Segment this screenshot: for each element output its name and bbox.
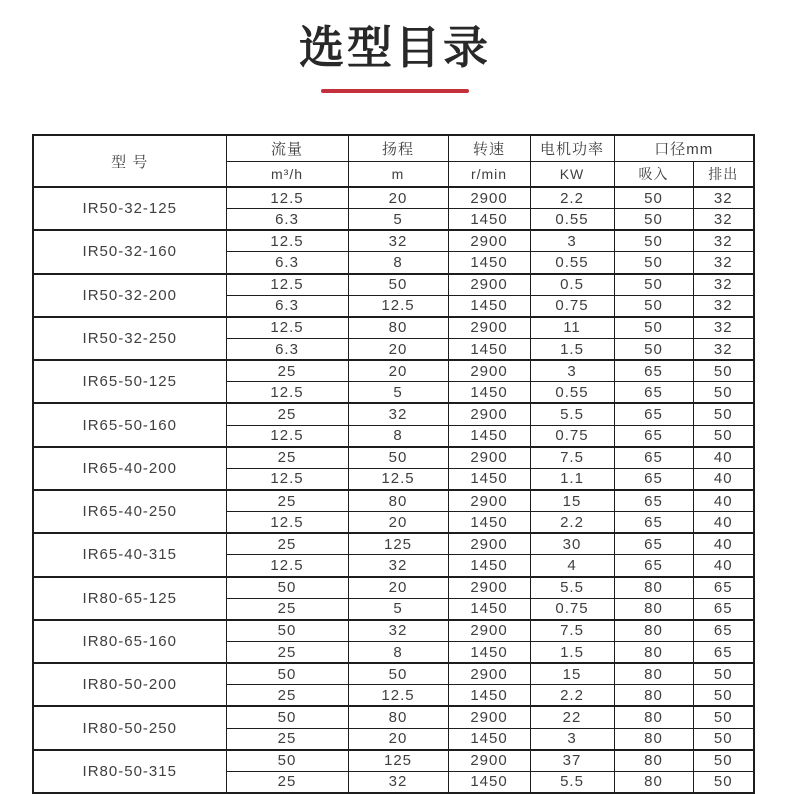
cell-head: 8 [348,641,448,663]
cell-head: 32 [348,230,448,252]
cell-discharge: 50 [693,771,754,793]
header-suction: 吸入 [614,161,693,187]
header-discharge: 排出 [693,161,754,187]
cell-power: 0.55 [530,252,614,274]
header-speed-unit: r/min [448,161,530,187]
cell-discharge: 50 [693,728,754,750]
cell-head: 80 [348,317,448,339]
cell-suction: 50 [614,187,693,209]
cell-discharge: 50 [693,425,754,447]
cell-head: 12.5 [348,685,448,707]
cell-head: 20 [348,360,448,382]
table-row [33,750,754,772]
table-row [33,317,754,339]
cell-suction: 65 [614,468,693,490]
cell-suction: 50 [614,230,693,252]
cell-speed: 2900 [448,187,530,209]
cell-discharge: 32 [693,274,754,296]
cell-speed: 2900 [448,274,530,296]
cell-suction: 80 [614,728,693,750]
cell-speed: 1450 [448,641,530,663]
header-flow-unit: m³/h [226,161,348,187]
cell-suction: 65 [614,447,693,469]
cell-suction: 80 [614,598,693,620]
cell-suction: 65 [614,425,693,447]
cell-head: 32 [348,620,448,642]
cell-speed: 2900 [448,360,530,382]
cell-discharge: 32 [693,209,754,231]
cell-suction: 65 [614,382,693,404]
cell-speed: 2900 [448,490,530,512]
cell-head: 125 [348,533,448,555]
table-row [33,533,754,555]
cell-flow: 25 [226,728,348,750]
header-power-unit: KW [530,161,614,187]
cell-head: 50 [348,663,448,685]
cell-head: 20 [348,577,448,599]
cell-speed: 2900 [448,620,530,642]
cell-discharge: 50 [693,360,754,382]
cell-head: 32 [348,771,448,793]
cell-speed: 1450 [448,555,530,577]
cell-power: 2.2 [530,512,614,534]
cell-power: 0.75 [530,295,614,317]
model-cell: IR80-65-125 [33,577,226,620]
cell-suction: 65 [614,490,693,512]
table-row [33,403,754,425]
cell-head: 32 [348,403,448,425]
cell-discharge: 40 [693,490,754,512]
cell-power: 22 [530,706,614,728]
cell-power: 5.5 [530,771,614,793]
cell-flow: 25 [226,533,348,555]
cell-head: 8 [348,425,448,447]
table-row [33,663,754,685]
cell-head: 80 [348,490,448,512]
cell-discharge: 32 [693,338,754,360]
cell-flow: 12.5 [226,317,348,339]
cell-speed: 2900 [448,663,530,685]
cell-flow: 12.5 [226,512,348,534]
cell-suction: 50 [614,252,693,274]
table-row [33,274,754,296]
cell-head: 20 [348,728,448,750]
cell-power: 4 [530,555,614,577]
cell-head: 5 [348,598,448,620]
cell-discharge: 32 [693,317,754,339]
cell-head: 125 [348,750,448,772]
header-model: 型 号 [33,135,226,187]
cell-flow: 50 [226,750,348,772]
cell-flow: 50 [226,577,348,599]
model-cell: IR50-32-200 [33,274,226,317]
cell-discharge: 32 [693,187,754,209]
cell-suction: 80 [614,620,693,642]
cell-power: 1.5 [530,641,614,663]
cell-suction: 80 [614,771,693,793]
cell-speed: 2900 [448,403,530,425]
cell-speed: 1450 [448,728,530,750]
cell-flow: 12.5 [226,555,348,577]
table-row [33,447,754,469]
cell-power: 0.55 [530,382,614,404]
header-head-unit: m [348,161,448,187]
model-cell: IR65-40-200 [33,447,226,490]
cell-flow: 50 [226,706,348,728]
model-cell: IR80-50-315 [33,750,226,793]
cell-speed: 1450 [448,252,530,274]
cell-head: 12.5 [348,295,448,317]
cell-flow: 12.5 [226,425,348,447]
table-row [33,620,754,642]
cell-suction: 50 [614,295,693,317]
cell-head: 5 [348,209,448,231]
cell-flow: 25 [226,641,348,663]
cell-power: 2.2 [530,187,614,209]
cell-power: 0.55 [530,209,614,231]
cell-flow: 50 [226,663,348,685]
cell-suction: 50 [614,274,693,296]
cell-discharge: 50 [693,685,754,707]
cell-flow: 25 [226,771,348,793]
cell-suction: 65 [614,403,693,425]
cell-power: 0.5 [530,274,614,296]
cell-speed: 2900 [448,230,530,252]
cell-speed: 2900 [448,533,530,555]
table-row [33,490,754,512]
model-cell: IR80-50-200 [33,663,226,706]
model-cell: IR65-50-160 [33,403,226,446]
cell-suction: 80 [614,750,693,772]
page-title: 选型目录 [298,22,491,73]
cell-speed: 2900 [448,750,530,772]
cell-head: 50 [348,447,448,469]
cell-head: 5 [348,382,448,404]
cell-head: 20 [348,338,448,360]
model-cell: IR50-32-160 [33,230,226,273]
cell-power: 0.75 [530,425,614,447]
cell-power: 5.5 [530,403,614,425]
cell-speed: 1450 [448,425,530,447]
cell-suction: 50 [614,338,693,360]
cell-flow: 6.3 [226,338,348,360]
cell-power: 7.5 [530,620,614,642]
cell-discharge: 40 [693,533,754,555]
cell-speed: 1450 [448,468,530,490]
cell-power: 1.5 [530,338,614,360]
cell-discharge: 50 [693,382,754,404]
cell-head: 32 [348,555,448,577]
cell-suction: 80 [614,706,693,728]
cell-suction: 80 [614,577,693,599]
cell-suction: 65 [614,360,693,382]
model-cell: IR50-32-125 [33,187,226,230]
cell-head: 20 [348,512,448,534]
cell-discharge: 50 [693,663,754,685]
cell-suction: 80 [614,663,693,685]
cell-suction: 80 [614,685,693,707]
cell-discharge: 50 [693,706,754,728]
cell-speed: 1450 [448,771,530,793]
cell-flow: 12.5 [226,382,348,404]
cell-speed: 2900 [448,447,530,469]
cell-suction: 50 [614,317,693,339]
title-underline [321,89,469,93]
cell-speed: 1450 [448,598,530,620]
cell-flow: 12.5 [226,274,348,296]
cell-speed: 2900 [448,317,530,339]
cell-power: 3 [530,728,614,750]
cell-suction: 65 [614,555,693,577]
cell-power: 0.75 [530,598,614,620]
header-power: 电机功率 [530,135,614,161]
cell-suction: 65 [614,533,693,555]
cell-power: 5.5 [530,577,614,599]
table-row [33,577,754,599]
model-cell: IR80-50-250 [33,706,226,749]
cell-discharge: 65 [693,620,754,642]
model-cell: IR65-40-250 [33,490,226,533]
table-row [33,706,754,728]
cell-flow: 12.5 [226,230,348,252]
cell-speed: 1450 [448,382,530,404]
cell-discharge: 65 [693,577,754,599]
cell-flow: 12.5 [226,187,348,209]
cell-power: 15 [530,663,614,685]
cell-speed: 2900 [448,706,530,728]
cell-suction: 50 [614,209,693,231]
header-head: 扬程 [348,135,448,161]
model-cell: IR80-65-160 [33,620,226,663]
cell-head: 8 [348,252,448,274]
cell-speed: 1450 [448,209,530,231]
cell-flow: 6.3 [226,209,348,231]
cell-flow: 25 [226,598,348,620]
table-header [33,135,754,187]
cell-head: 20 [348,187,448,209]
cell-head: 50 [348,274,448,296]
cell-flow: 25 [226,447,348,469]
cell-discharge: 50 [693,750,754,772]
cell-power: 30 [530,533,614,555]
cell-flow: 50 [226,620,348,642]
cell-flow: 25 [226,490,348,512]
cell-discharge: 65 [693,598,754,620]
cell-speed: 1450 [448,295,530,317]
cell-flow: 25 [226,685,348,707]
cell-power: 3 [530,230,614,252]
cell-power: 11 [530,317,614,339]
cell-power: 15 [530,490,614,512]
cell-discharge: 32 [693,252,754,274]
header-flow: 流量 [226,135,348,161]
cell-flow: 25 [226,403,348,425]
cell-flow: 6.3 [226,295,348,317]
cell-suction: 65 [614,512,693,534]
cell-discharge: 32 [693,295,754,317]
cell-discharge: 65 [693,641,754,663]
cell-speed: 1450 [448,685,530,707]
table-row [33,360,754,382]
cell-discharge: 40 [693,555,754,577]
table-row [33,230,754,252]
cell-suction: 80 [614,641,693,663]
model-cell: IR50-32-250 [33,317,226,360]
header-speed: 转速 [448,135,530,161]
cell-power: 7.5 [530,447,614,469]
cell-discharge: 40 [693,468,754,490]
cell-head: 80 [348,706,448,728]
cell-flow: 6.3 [226,252,348,274]
table-body [33,187,754,793]
cell-discharge: 50 [693,403,754,425]
cell-flow: 25 [226,360,348,382]
cell-discharge: 32 [693,230,754,252]
cell-speed: 1450 [448,512,530,534]
table-row [33,187,754,209]
cell-power: 37 [530,750,614,772]
cell-discharge: 40 [693,447,754,469]
model-cell: IR65-50-125 [33,360,226,403]
cell-head: 12.5 [348,468,448,490]
header-diameter: 口径mm [614,135,754,161]
cell-power: 1.1 [530,468,614,490]
cell-power: 2.2 [530,685,614,707]
cell-speed: 1450 [448,338,530,360]
header-row-main [33,135,754,161]
cell-discharge: 40 [693,512,754,534]
selection-table [32,134,755,794]
cell-speed: 2900 [448,577,530,599]
cell-power: 3 [530,360,614,382]
model-cell: IR65-40-315 [33,533,226,576]
cell-flow: 12.5 [226,468,348,490]
